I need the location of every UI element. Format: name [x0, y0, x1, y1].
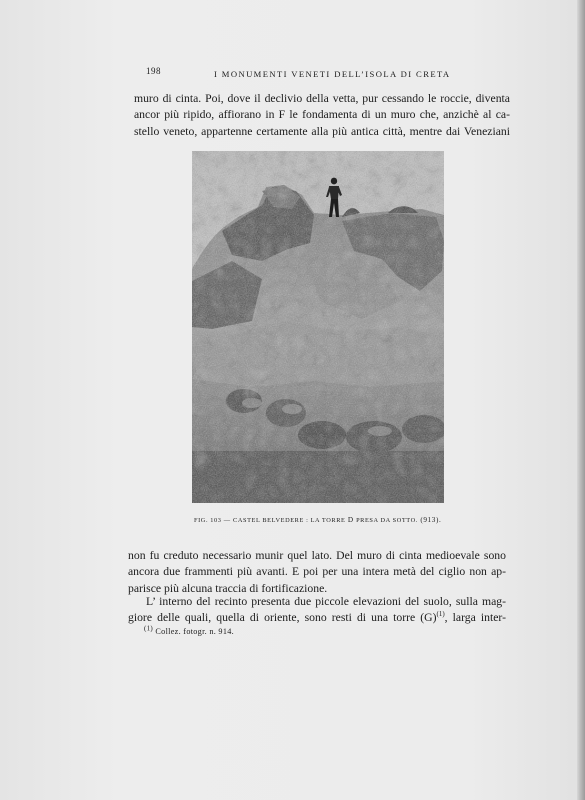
- caption-title-2: PRESA DA SOTTO.: [356, 517, 418, 524]
- text-fragment: , larga inter-: [444, 611, 506, 625]
- caption-prefix: FIG. 103 —: [194, 517, 231, 524]
- caption-title: CASTEL BELVEDERE : LA TORRE: [233, 517, 346, 524]
- footnote-marker: (1): [144, 624, 154, 633]
- page-number: 198: [146, 66, 161, 76]
- paragraph-interior: [128, 594, 506, 627]
- text-line: [128, 610, 506, 626]
- text-line: parisce più alcuna traccia di fortificazione.: [128, 581, 328, 595]
- photo-castel-belvedere-tower: [192, 151, 444, 503]
- text-line: muro di cinta. Poi, dove il declivio della vetta, pur cessando le roccie, diventa: [134, 92, 510, 105]
- page-edge: [577, 0, 585, 800]
- text-line: stello veneto, appartenne certamente alla più antica città, mentre dai Veneziani: [134, 124, 510, 138]
- figure-caption: [194, 516, 446, 524]
- footnote-text: Collez. fotogr. n. 914.: [155, 627, 234, 636]
- paragraph-top: [134, 91, 510, 140]
- footnote-reference: (1): [436, 610, 445, 619]
- paragraph-bottom: [128, 548, 506, 597]
- footnote: [144, 624, 234, 636]
- running-title: I MONUMENTI VENETI DELL’ISOLA DI CRETA: [214, 69, 451, 79]
- text-line: ancora due frammenti più avanti. E poi per una intera metà del ciglio non ap-: [128, 565, 506, 579]
- text-line: L’ interno del recinto presenta due piccole elevazioni del suolo, sulla mag-: [146, 595, 506, 608]
- figure-photograph: [192, 151, 444, 503]
- text-line: ancor più ripido, affiorano in F le fondamenta di un muro che, anzichè al ca-: [134, 108, 510, 122]
- text-fragment: giore delle quali, quella di oriente, sono resti di una torre (G): [128, 611, 437, 625]
- caption-reference: (913).: [420, 516, 442, 524]
- caption-letter: D: [347, 516, 354, 524]
- text-line: non fu creduto necessario munir quel lato. Del muro di cinta medioevale sono: [128, 549, 506, 562]
